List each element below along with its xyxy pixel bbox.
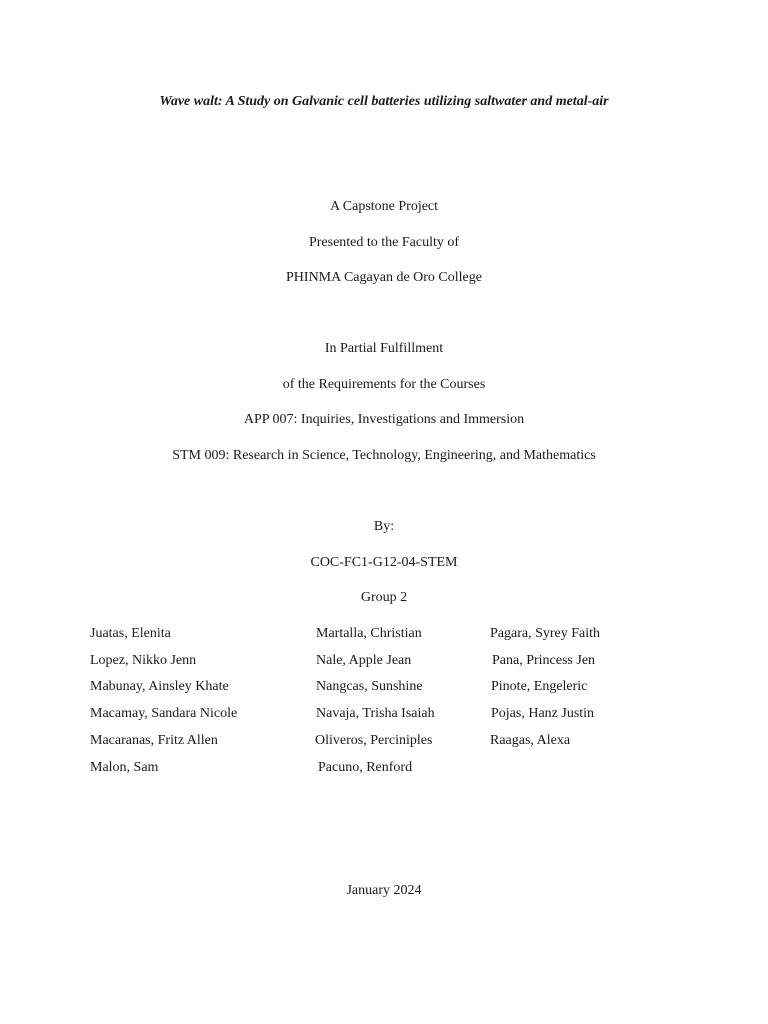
member-name: Macaranas, Fritz Allen	[90, 733, 218, 748]
member-name: Martalla, Christian	[316, 626, 422, 641]
member-name: Pojas, Hanz Justin	[491, 706, 595, 721]
member-name: Nangcas, Sunshine	[316, 679, 423, 694]
member-name: Pinote, Engeleric	[491, 679, 588, 694]
member-name: Pagara, Syrey Faith	[490, 626, 601, 641]
group-label: Group 2	[360, 590, 408, 605]
requirements-label: of the Requirements for the Courses	[282, 377, 486, 392]
member-name: Lopez, Nikko Jenn	[90, 653, 197, 668]
course-stm009: STM 009: Research in Science, Technology, Engineering, and Mathematics	[172, 448, 596, 463]
presented-to-label: Presented to the Faculty of	[308, 235, 460, 250]
member-name: Oliveros, Perciniples	[315, 733, 433, 748]
submission-date: January 2024	[346, 883, 422, 898]
member-name: Raagas, Alexa	[490, 733, 571, 748]
fulfillment-label: In Partial Fulfillment	[324, 341, 444, 356]
paper-title: Wave walt: A Study on Galvanic cell batteries utilizing saltwater and metal-air	[159, 94, 609, 109]
institution-name: PHINMA Cagayan de Oro College	[286, 270, 482, 285]
member-name: Pacuno, Renford	[318, 760, 413, 775]
member-name: Nale, Apple Jean	[316, 653, 412, 668]
section-code: COC-FC1-G12-04-STEM	[310, 555, 458, 570]
by-label: By:	[373, 519, 395, 534]
capstone-label: A Capstone Project	[329, 199, 439, 214]
member-name: Malon, Sam	[90, 760, 159, 775]
member-name: Navaja, Trisha Isaiah	[316, 706, 435, 721]
member-name: Pana, Princess Jen	[492, 653, 596, 668]
member-name: Juatas, Elenita	[90, 626, 171, 641]
member-name: Macamay, Sandara Nicole	[90, 706, 238, 721]
course-app007: APP 007: Inquiries, Investigations and Immersion	[243, 412, 525, 427]
member-name: Mabunay, Ainsley Khate	[90, 679, 229, 694]
